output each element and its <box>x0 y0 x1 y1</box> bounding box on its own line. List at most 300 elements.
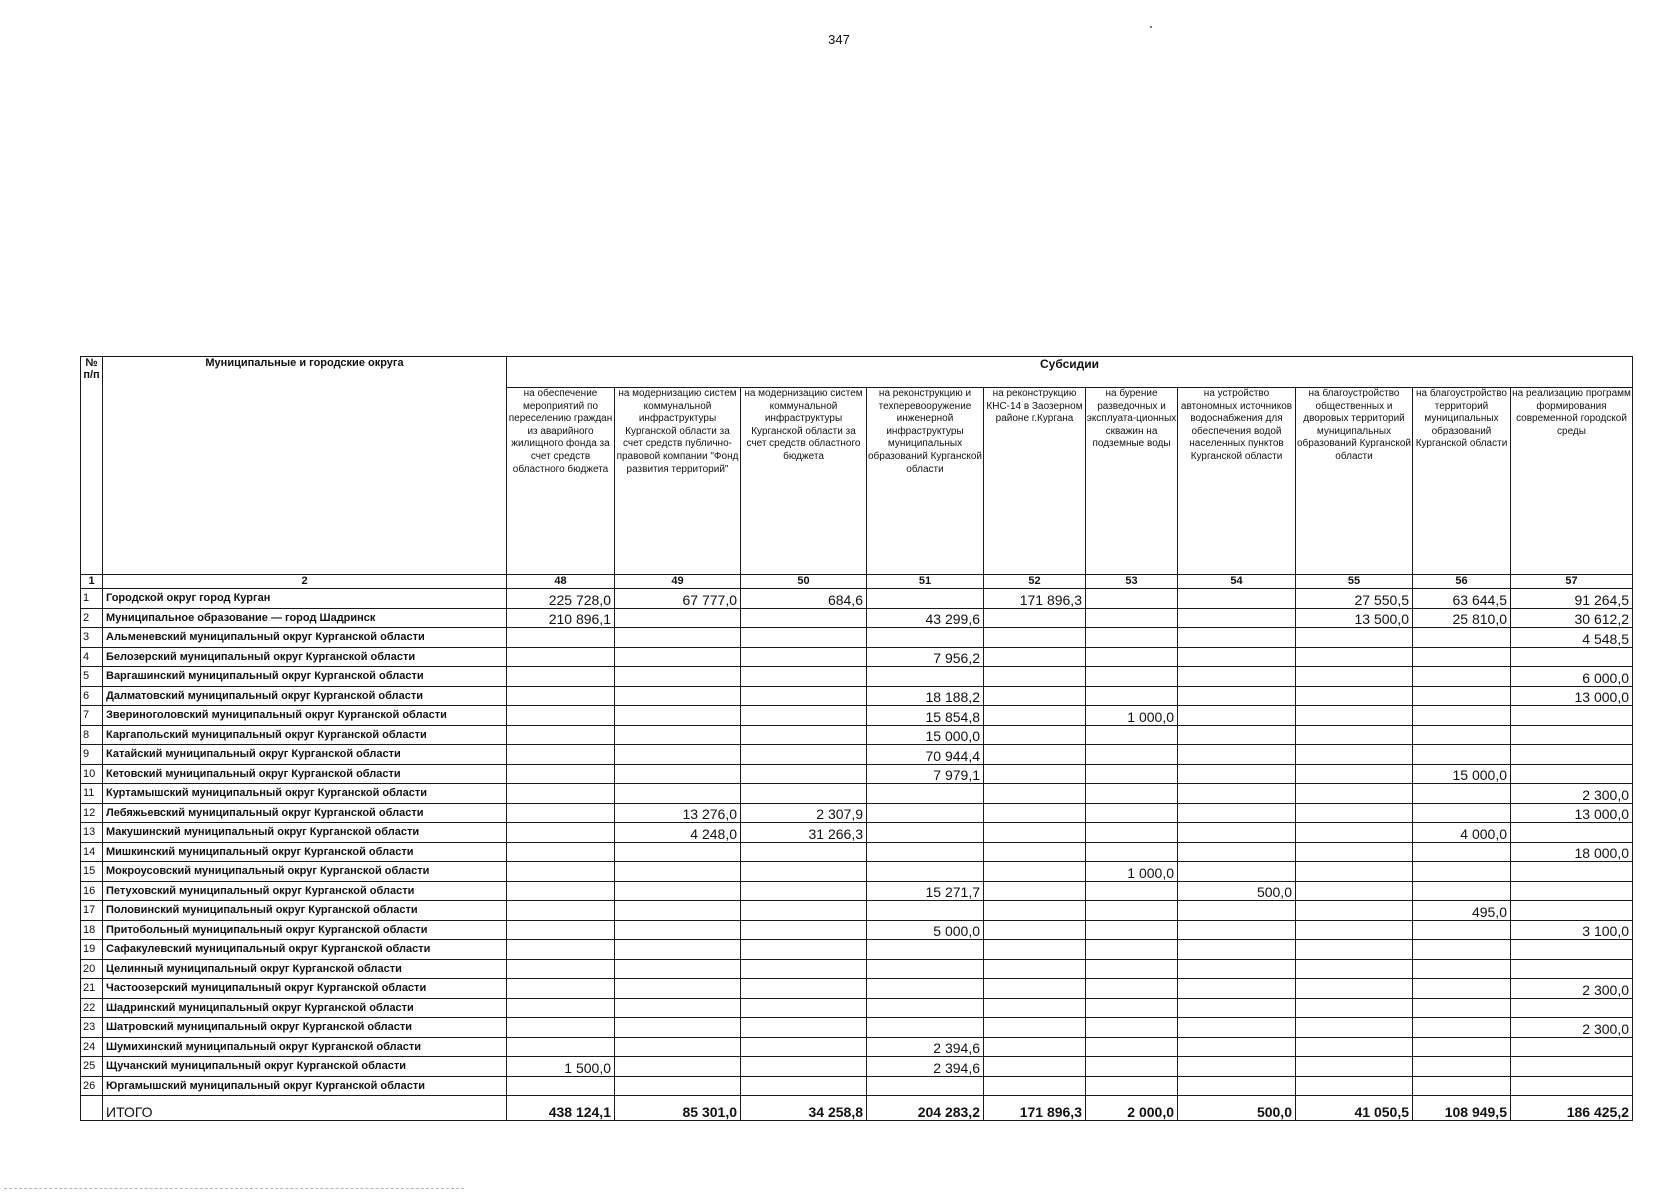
value-cell <box>984 745 1086 765</box>
value-cell <box>1413 842 1511 862</box>
total-value: 2 000,0 <box>1086 1096 1178 1121</box>
row-number: 3 <box>81 628 103 648</box>
value-cell <box>1296 745 1413 765</box>
municipality-name: Юргамышский муниципальный округ Курганской области <box>103 1076 507 1096</box>
value-cell <box>1413 1057 1511 1077</box>
value-cell <box>1178 1057 1296 1077</box>
value-cell <box>615 1018 741 1038</box>
value-cell: 13 000,0 <box>1511 686 1633 706</box>
value-cell <box>1086 823 1178 843</box>
value-cell <box>1296 998 1413 1018</box>
value-cell <box>1511 881 1633 901</box>
subsidies-table <box>80 356 1633 1121</box>
value-cell <box>1413 784 1511 804</box>
value-cell <box>867 979 984 999</box>
header-col-50: на модернизацию систем коммунальной инфраструктуры Курганской области за счет средств областного бюджета <box>741 388 867 575</box>
value-cell <box>867 1018 984 1038</box>
header-col-56: на благоустройство территорий муниципальных образований Курганской области <box>1413 388 1511 575</box>
value-cell <box>1296 647 1413 667</box>
value-cell <box>1511 1076 1633 1096</box>
value-cell <box>615 842 741 862</box>
municipality-name: Притобольный муниципальный округ Курганской области <box>103 920 507 940</box>
table-row <box>81 1076 1633 1096</box>
row-number: 24 <box>81 1037 103 1057</box>
value-cell <box>1086 608 1178 628</box>
row-number: 17 <box>81 901 103 921</box>
value-cell <box>1296 1037 1413 1057</box>
value-cell <box>1086 1076 1178 1096</box>
value-cell <box>984 628 1086 648</box>
value-cell <box>1413 647 1511 667</box>
value-cell <box>1296 1076 1413 1096</box>
value-cell <box>615 979 741 999</box>
value-cell <box>1296 706 1413 726</box>
value-cell <box>1178 1076 1296 1096</box>
row-number: 5 <box>81 667 103 687</box>
header-col-51: на реконструкцию и техперевооружение инженерной инфраструктуры муниципальных образований Курганской области <box>867 388 984 575</box>
value-cell <box>507 940 615 960</box>
value-cell <box>1178 803 1296 823</box>
municipality-name: Половинский муниципальный округ Курганской области <box>103 901 507 921</box>
total-value: 41 050,5 <box>1296 1096 1413 1121</box>
value-cell <box>615 667 741 687</box>
value-cell: 495,0 <box>1413 901 1511 921</box>
value-cell <box>507 823 615 843</box>
value-cell <box>1086 901 1178 921</box>
value-cell <box>1086 784 1178 804</box>
row-number: 4 <box>81 647 103 667</box>
total-label: ИТОГО <box>103 1096 507 1121</box>
value-cell <box>1511 998 1633 1018</box>
value-cell <box>867 628 984 648</box>
value-cell <box>615 862 741 882</box>
value-cell <box>1413 628 1511 648</box>
row-number: 8 <box>81 725 103 745</box>
value-cell <box>507 647 615 667</box>
value-cell <box>1296 628 1413 648</box>
value-cell: 2 394,6 <box>867 1037 984 1057</box>
value-cell <box>984 725 1086 745</box>
value-cell <box>741 901 867 921</box>
table-row <box>81 628 1633 648</box>
value-cell <box>1413 1037 1511 1057</box>
total-value: 438 124,1 <box>507 1096 615 1121</box>
value-cell <box>1413 667 1511 687</box>
value-cell <box>1178 589 1296 609</box>
row-number: 13 <box>81 823 103 843</box>
value-cell: 70 944,4 <box>867 745 984 765</box>
value-cell <box>507 706 615 726</box>
table-row <box>81 686 1633 706</box>
value-cell <box>507 764 615 784</box>
value-cell <box>1511 959 1633 979</box>
header-col-54: на устройство автономных источников водоснабжения для обеспечения водой населенных пунктов Курганской области <box>1178 388 1296 575</box>
column-index: 53 <box>1086 575 1178 589</box>
total-value: 108 949,5 <box>1413 1096 1511 1121</box>
row-number: 1 <box>81 589 103 609</box>
table-row <box>81 979 1633 999</box>
value-cell <box>1086 881 1178 901</box>
value-cell <box>615 647 741 667</box>
municipality-name: Альменевский муниципальный округ Курганской области <box>103 628 507 648</box>
table-row <box>81 862 1633 882</box>
header-municipality: Муниципальные и городские округа <box>103 357 507 575</box>
value-cell: 4 548,5 <box>1511 628 1633 648</box>
value-cell <box>867 901 984 921</box>
row-number: 9 <box>81 745 103 765</box>
row-number: 23 <box>81 1018 103 1038</box>
value-cell: 15 271,7 <box>867 881 984 901</box>
table-row <box>81 608 1633 628</box>
value-cell <box>1296 862 1413 882</box>
value-cell <box>1413 862 1511 882</box>
value-cell: 27 550,5 <box>1296 589 1413 609</box>
value-cell <box>615 686 741 706</box>
table-row <box>81 784 1633 804</box>
column-index-row <box>81 575 1633 589</box>
value-cell <box>507 1076 615 1096</box>
value-cell: 91 264,5 <box>1511 589 1633 609</box>
row-number: 22 <box>81 998 103 1018</box>
municipality-name: Муниципальное образование — город Шадринск <box>103 608 507 628</box>
value-cell <box>867 940 984 960</box>
value-cell <box>984 1057 1086 1077</box>
value-cell <box>1178 764 1296 784</box>
table-row <box>81 647 1633 667</box>
value-cell <box>507 842 615 862</box>
value-cell: 15 000,0 <box>867 725 984 745</box>
value-cell <box>1086 667 1178 687</box>
value-cell <box>1511 647 1633 667</box>
municipality-name: Варгашинский муниципальный округ Курганской области <box>103 667 507 687</box>
value-cell: 7 956,2 <box>867 647 984 667</box>
value-cell <box>615 998 741 1018</box>
value-cell <box>741 1057 867 1077</box>
value-cell <box>984 608 1086 628</box>
value-cell <box>1296 842 1413 862</box>
total-value: 186 425,2 <box>1511 1096 1633 1121</box>
value-cell <box>1413 686 1511 706</box>
value-cell: 31 266,3 <box>741 823 867 843</box>
total-value: 85 301,0 <box>615 1096 741 1121</box>
value-cell <box>1296 686 1413 706</box>
value-cell <box>1413 920 1511 940</box>
value-cell: 67 777,0 <box>615 589 741 609</box>
table-row <box>81 725 1633 745</box>
municipality-name: Кетовский муниципальный округ Курганской области <box>103 764 507 784</box>
value-cell <box>1296 881 1413 901</box>
value-cell <box>984 1037 1086 1057</box>
value-cell <box>1413 998 1511 1018</box>
value-cell: 4 248,0 <box>615 823 741 843</box>
header-subsidies: Субсидии <box>507 357 1633 388</box>
value-cell <box>1086 589 1178 609</box>
value-cell <box>1296 803 1413 823</box>
value-cell <box>984 686 1086 706</box>
column-index: 49 <box>615 575 741 589</box>
row-number: 25 <box>81 1057 103 1077</box>
value-cell <box>741 1076 867 1096</box>
value-cell <box>1178 647 1296 667</box>
value-cell <box>1086 686 1178 706</box>
municipality-name: Городской округ город Курган <box>103 589 507 609</box>
value-cell <box>507 725 615 745</box>
value-cell <box>984 706 1086 726</box>
table-row <box>81 842 1633 862</box>
table-row <box>81 706 1633 726</box>
value-cell <box>984 667 1086 687</box>
value-cell <box>741 1018 867 1038</box>
header-col-57: на реализацию программ формирования современной городской среды <box>1511 388 1633 575</box>
value-cell: 13 000,0 <box>1511 803 1633 823</box>
value-cell: 2 307,9 <box>741 803 867 823</box>
column-index: 56 <box>1413 575 1511 589</box>
value-cell <box>741 862 867 882</box>
value-cell <box>1296 823 1413 843</box>
value-cell <box>1413 979 1511 999</box>
value-cell <box>1511 901 1633 921</box>
value-cell <box>741 998 867 1018</box>
municipality-name: Частоозерский муниципальный округ Курганской области <box>103 979 507 999</box>
value-cell <box>1511 764 1633 784</box>
value-cell <box>507 959 615 979</box>
value-cell: 171 896,3 <box>984 589 1086 609</box>
value-cell <box>615 745 741 765</box>
value-cell <box>507 998 615 1018</box>
value-cell <box>1178 686 1296 706</box>
municipality-name: Петуховский муниципальный округ Курганской области <box>103 881 507 901</box>
municipality-name: Мишкинский муниципальный округ Курганской области <box>103 842 507 862</box>
value-cell: 2 300,0 <box>1511 784 1633 804</box>
value-cell: 43 299,6 <box>867 608 984 628</box>
value-cell <box>1086 998 1178 1018</box>
value-cell <box>615 1057 741 1077</box>
value-cell <box>741 959 867 979</box>
value-cell <box>741 940 867 960</box>
table-row <box>81 1018 1633 1038</box>
value-cell <box>984 920 1086 940</box>
value-cell <box>1086 940 1178 960</box>
municipality-name: Шадринский муниципальный округ Курганской области <box>103 998 507 1018</box>
value-cell <box>984 1076 1086 1096</box>
value-cell <box>1296 784 1413 804</box>
value-cell: 6 000,0 <box>1511 667 1633 687</box>
value-cell <box>507 862 615 882</box>
value-cell: 18 188,2 <box>867 686 984 706</box>
value-cell <box>507 901 615 921</box>
row-number: 12 <box>81 803 103 823</box>
value-cell: 25 810,0 <box>1413 608 1511 628</box>
value-cell: 15 854,8 <box>867 706 984 726</box>
value-cell <box>615 920 741 940</box>
row-number: 16 <box>81 881 103 901</box>
value-cell <box>507 628 615 648</box>
value-cell <box>1086 959 1178 979</box>
value-cell <box>741 764 867 784</box>
value-cell <box>984 881 1086 901</box>
table-row <box>81 1057 1633 1077</box>
value-cell <box>984 842 1086 862</box>
total-value: 204 283,2 <box>867 1096 984 1121</box>
value-cell <box>984 979 1086 999</box>
value-cell: 13 276,0 <box>615 803 741 823</box>
value-cell <box>507 920 615 940</box>
column-index: 2 <box>103 575 507 589</box>
value-cell: 1 000,0 <box>1086 706 1178 726</box>
value-cell <box>1178 725 1296 745</box>
value-cell <box>507 745 615 765</box>
value-cell <box>741 608 867 628</box>
row-number: 21 <box>81 979 103 999</box>
value-cell <box>1511 706 1633 726</box>
value-cell <box>1086 979 1178 999</box>
value-cell <box>1296 725 1413 745</box>
municipality-name: Белозерский муниципальный округ Курганской области <box>103 647 507 667</box>
municipality-name: Шатровский муниципальный округ Курганской области <box>103 1018 507 1038</box>
value-cell <box>1178 920 1296 940</box>
value-cell <box>1511 823 1633 843</box>
value-cell <box>1511 940 1633 960</box>
value-cell <box>1178 628 1296 648</box>
value-cell <box>741 628 867 648</box>
table-row <box>81 589 1633 609</box>
total-value: 34 258,8 <box>741 1096 867 1121</box>
value-cell: 2 300,0 <box>1511 1018 1633 1038</box>
municipality-name: Куртамышский муниципальный округ Курганской области <box>103 784 507 804</box>
value-cell <box>1178 608 1296 628</box>
value-cell <box>741 667 867 687</box>
header-col-53: на бурение разведочных и эксплуата-ционных скважин на подземные воды <box>1086 388 1178 575</box>
value-cell <box>867 667 984 687</box>
value-cell <box>507 686 615 706</box>
value-cell: 7 979,1 <box>867 764 984 784</box>
total-value: 500,0 <box>1178 1096 1296 1121</box>
value-cell: 2 300,0 <box>1511 979 1633 999</box>
row-number: 2 <box>81 608 103 628</box>
value-cell <box>1178 959 1296 979</box>
value-cell <box>1086 628 1178 648</box>
header-num: № п/п <box>81 357 103 575</box>
table-row <box>81 823 1633 843</box>
value-cell <box>741 842 867 862</box>
value-cell <box>984 823 1086 843</box>
header-col-52: на реконструкцию КНС-14 в Заозерном районе г.Кургана <box>984 388 1086 575</box>
value-cell <box>1178 784 1296 804</box>
value-cell <box>1413 803 1511 823</box>
value-cell <box>507 1037 615 1057</box>
municipality-name: Катайский муниципальный округ Курганской области <box>103 745 507 765</box>
value-cell <box>1296 959 1413 979</box>
header-col-48: на обеспечение мероприятий по переселению граждан из аварийного жилищного фонда за счет средств областного бюджета <box>507 388 615 575</box>
column-index: 48 <box>507 575 615 589</box>
municipality-name: Каргапольский муниципальный округ Курганской области <box>103 725 507 745</box>
municipality-name: Макушинский муниципальный округ Курганской области <box>103 823 507 843</box>
value-cell <box>507 784 615 804</box>
table-row <box>81 803 1633 823</box>
row-number: 26 <box>81 1076 103 1096</box>
value-cell <box>741 881 867 901</box>
total-empty-cell <box>81 1096 103 1121</box>
value-cell <box>984 764 1086 784</box>
table-row <box>81 959 1633 979</box>
value-cell <box>741 706 867 726</box>
value-cell <box>741 725 867 745</box>
value-cell: 210 896,1 <box>507 608 615 628</box>
table-row <box>81 940 1633 960</box>
value-cell <box>507 803 615 823</box>
value-cell <box>1511 1037 1633 1057</box>
value-cell: 684,6 <box>741 589 867 609</box>
value-cell <box>1086 745 1178 765</box>
value-cell <box>1511 1057 1633 1077</box>
value-cell: 1 000,0 <box>1086 862 1178 882</box>
value-cell <box>615 784 741 804</box>
row-number: 18 <box>81 920 103 940</box>
table-row <box>81 764 1633 784</box>
value-cell <box>615 1076 741 1096</box>
value-cell <box>507 979 615 999</box>
municipality-name: Сафакулевский муниципальный округ Курганской области <box>103 940 507 960</box>
column-index: 51 <box>867 575 984 589</box>
row-number: 7 <box>81 706 103 726</box>
column-index: 50 <box>741 575 867 589</box>
value-cell: 13 500,0 <box>1296 608 1413 628</box>
value-cell <box>1178 823 1296 843</box>
value-cell: 500,0 <box>1178 881 1296 901</box>
value-cell <box>1296 764 1413 784</box>
value-cell <box>984 1018 1086 1038</box>
value-cell <box>1413 745 1511 765</box>
page-number: 347 <box>828 32 850 47</box>
value-cell <box>615 959 741 979</box>
value-cell <box>1296 901 1413 921</box>
row-number: 6 <box>81 686 103 706</box>
value-cell <box>741 979 867 999</box>
value-cell <box>507 667 615 687</box>
value-cell <box>1413 959 1511 979</box>
table-row <box>81 667 1633 687</box>
value-cell <box>615 940 741 960</box>
table-row <box>81 881 1633 901</box>
value-cell <box>1178 901 1296 921</box>
value-cell <box>1086 920 1178 940</box>
value-cell <box>1296 1057 1413 1077</box>
value-cell <box>1178 706 1296 726</box>
value-cell <box>867 784 984 804</box>
value-cell <box>615 725 741 745</box>
value-cell <box>1086 725 1178 745</box>
municipality-name: Звериноголовский муниципальный округ Курганской области <box>103 706 507 726</box>
table-row <box>81 1037 1633 1057</box>
value-cell <box>867 1076 984 1096</box>
header-col-55: на благоустройство общественных и дворовых территорий муниципальных образований Курганской области <box>1296 388 1413 575</box>
column-index: 52 <box>984 575 1086 589</box>
table-row <box>81 920 1633 940</box>
column-index: 1 <box>81 575 103 589</box>
value-cell <box>1413 940 1511 960</box>
municipality-name: Щучанский муниципальный округ Курганской области <box>103 1057 507 1077</box>
scan-smudge <box>4 1188 464 1190</box>
row-number: 15 <box>81 862 103 882</box>
value-cell <box>1178 1037 1296 1057</box>
value-cell <box>1086 842 1178 862</box>
row-number: 19 <box>81 940 103 960</box>
total-value: 171 896,3 <box>984 1096 1086 1121</box>
value-cell: 63 644,5 <box>1413 589 1511 609</box>
row-number: 11 <box>81 784 103 804</box>
municipality-name: Целинный муниципальный округ Курганской области <box>103 959 507 979</box>
column-index: 57 <box>1511 575 1633 589</box>
